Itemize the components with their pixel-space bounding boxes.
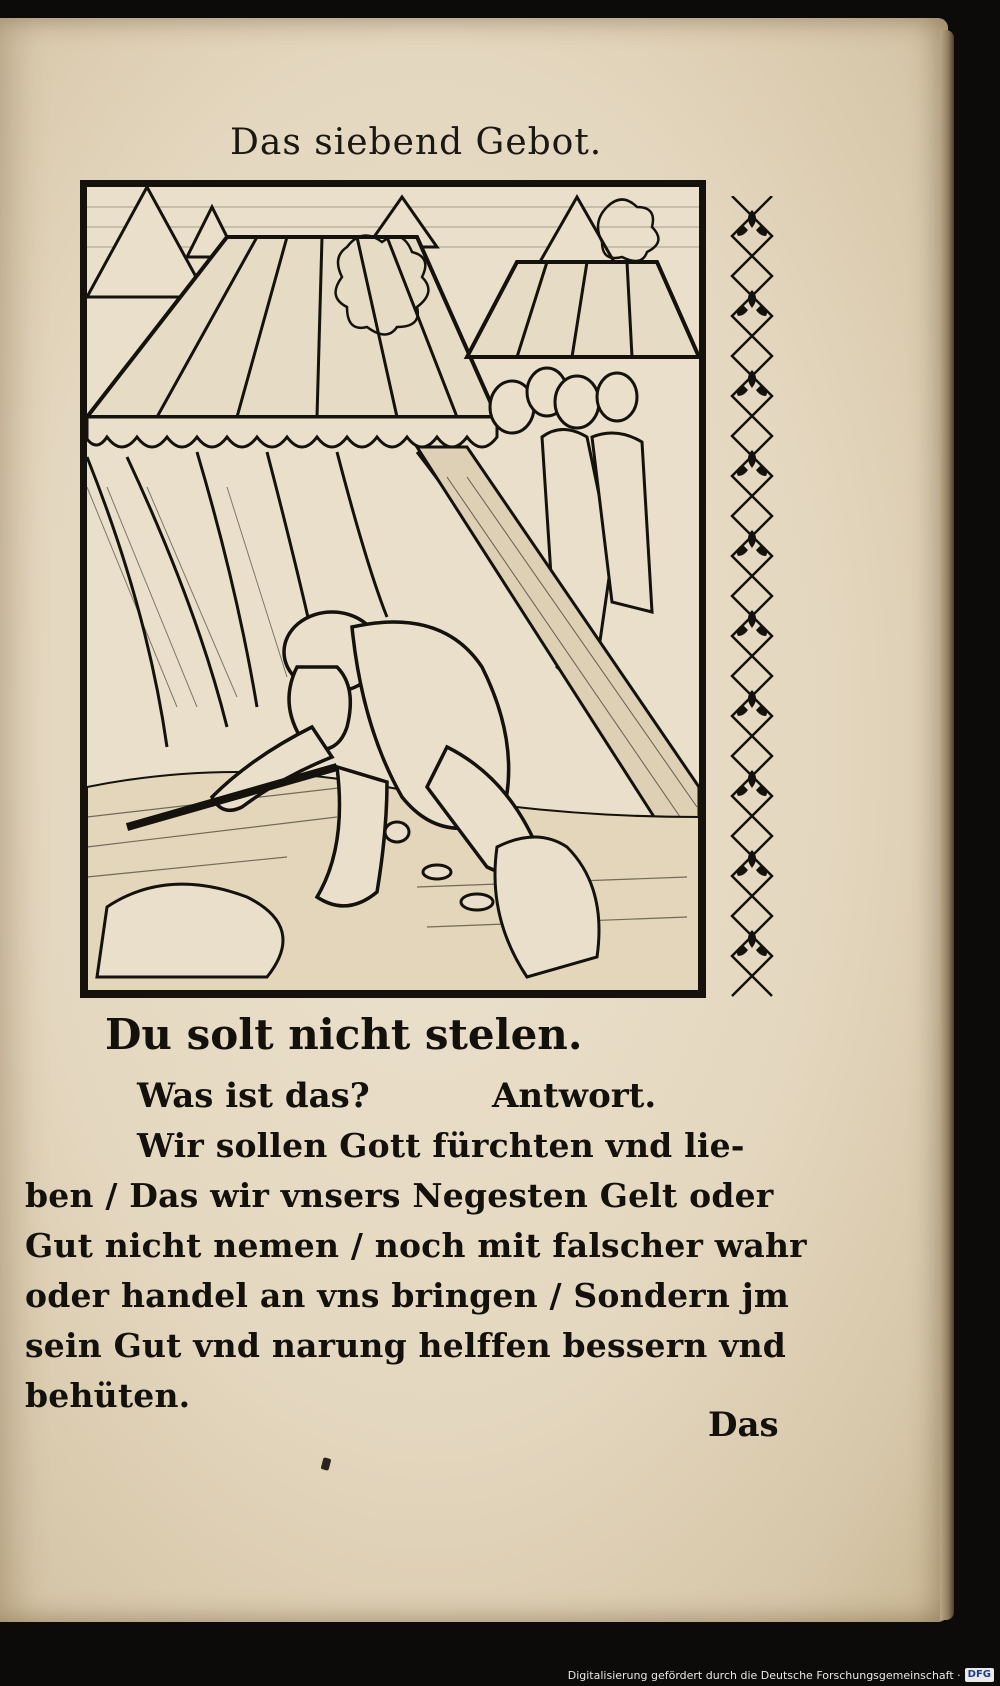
body-line-3: Gut nicht nemen / noch mit falscher wahr	[25, 1226, 807, 1265]
body-line-2: ben / Das wir vnsers Negesten Gelt oder	[25, 1176, 774, 1215]
fleur-de-lis-border	[722, 196, 782, 1016]
page-header: Das siebend Gebot.	[230, 122, 603, 163]
digitization-footer	[568, 1666, 994, 1684]
footer-credit: Digitalisierung gefördert durch die Deutsche Forschungsgemeinschaft ·	[567, 1668, 961, 1682]
woodcut-drawing	[87, 187, 699, 991]
dfg-logo-icon: DFG	[965, 1668, 994, 1682]
question-label: Was ist das?	[137, 1076, 370, 1116]
body-line-1: Wir sollen Gott fürchten vnd lie-	[137, 1126, 745, 1165]
decorative-border-strip	[722, 196, 782, 1016]
body-line-4: oder handel an vns bringen / Sondern jm	[25, 1276, 790, 1315]
body-line-6: behüten.	[25, 1376, 191, 1415]
catchword: Das	[708, 1405, 779, 1445]
answer-label: Antwort.	[492, 1076, 657, 1116]
woodcut-illustration	[80, 180, 706, 998]
page-edge	[940, 30, 954, 1620]
commandment-heading: Du solt nicht stelen.	[105, 1010, 583, 1059]
body-line-5: sein Gut vnd narung helffen bessern vnd	[25, 1326, 787, 1365]
